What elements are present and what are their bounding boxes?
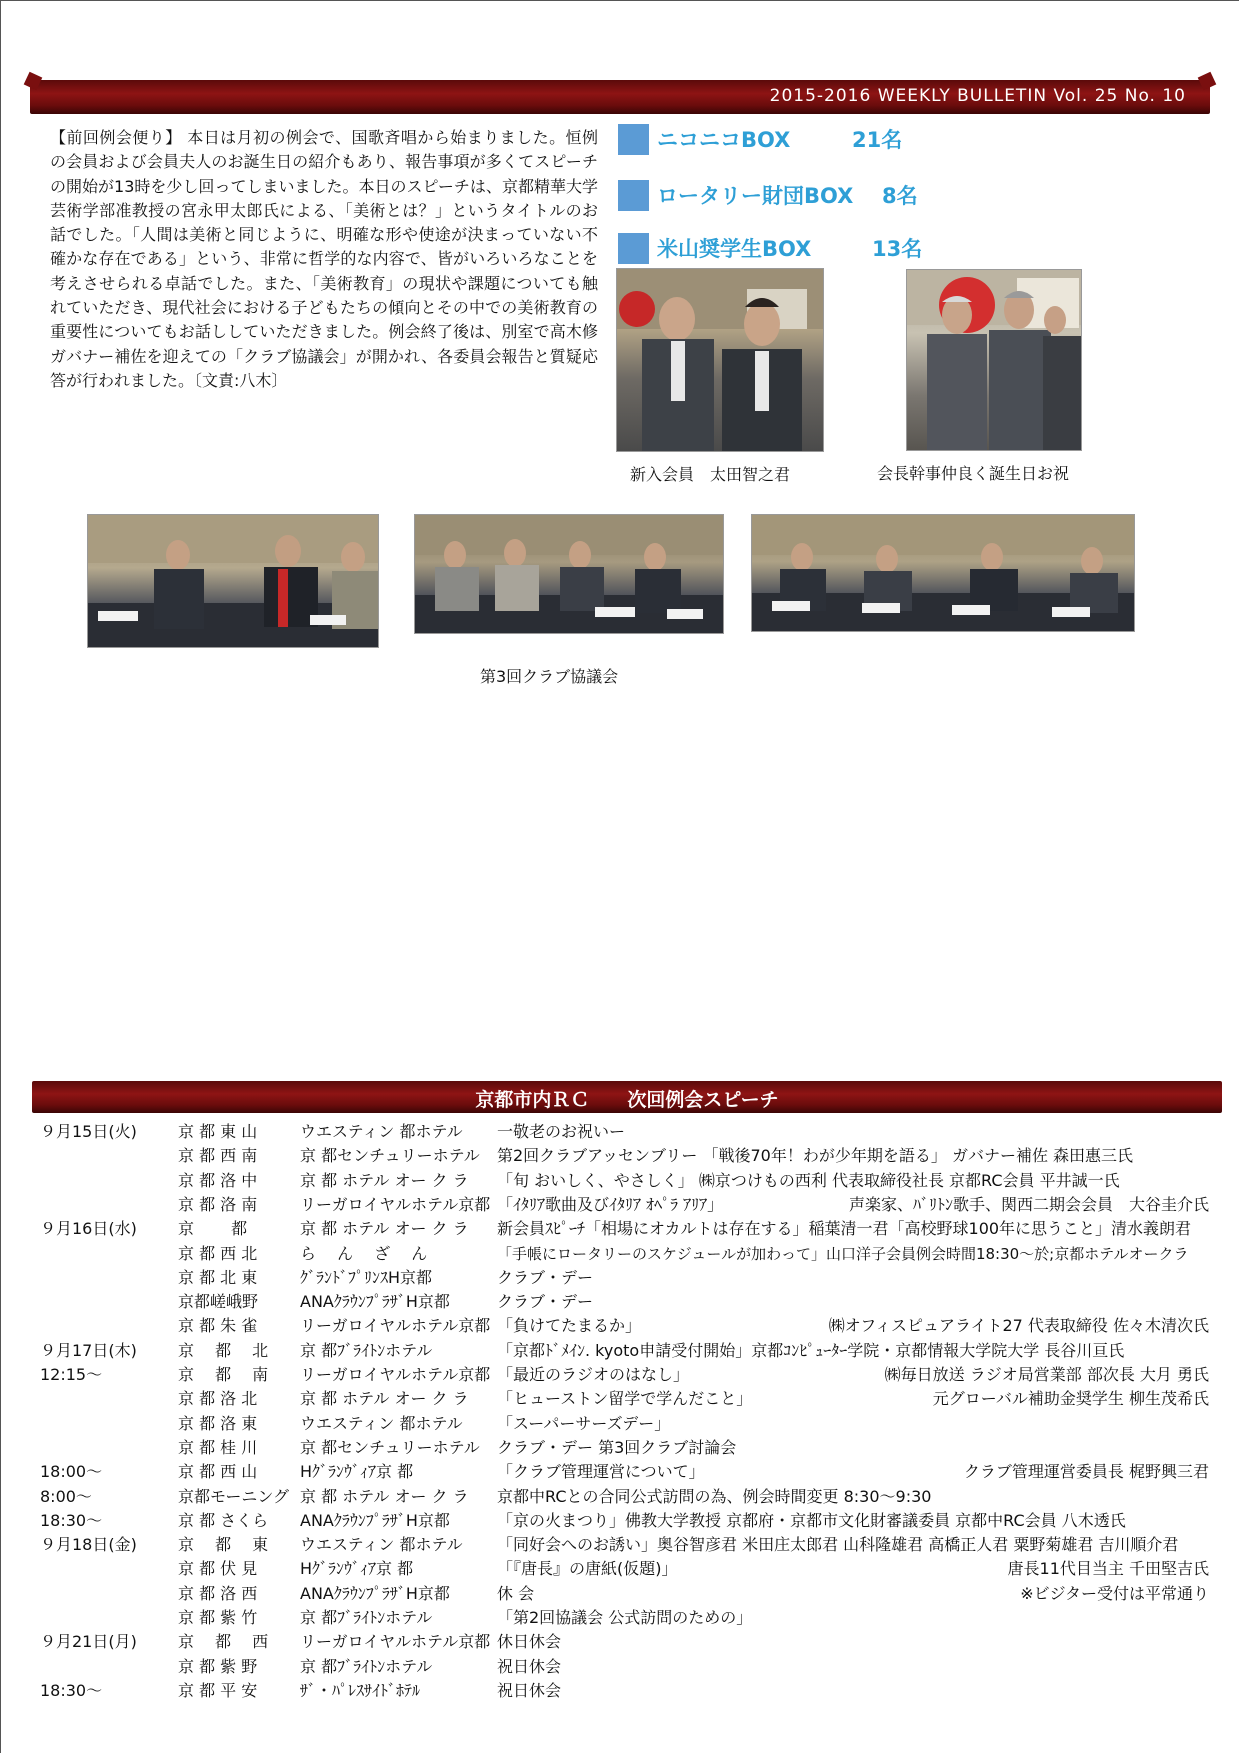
schedule-club: 京 都 西 bbox=[178, 1632, 269, 1652]
council-photo-1 bbox=[87, 514, 379, 648]
schedule-date: ９月18日(金) bbox=[40, 1535, 137, 1555]
schedule-club: 京 都 洛 南 bbox=[178, 1194, 258, 1214]
schedule-venue: ら ん ざ ん bbox=[300, 1243, 428, 1263]
schedule-topic: クラブ・デー bbox=[497, 1267, 594, 1287]
schedule-club: 京 都 桂 川 bbox=[178, 1437, 258, 1457]
schedule-row bbox=[0, 1582, 1240, 1606]
schedule-club: 京 都 bbox=[178, 1219, 248, 1239]
schedule-date: 18:00～ bbox=[40, 1462, 103, 1482]
schedule-venue: 京 都 ホテル オー ク ラ bbox=[300, 1389, 469, 1409]
schedule-venue: リーガロイヤルホテル京都 bbox=[300, 1365, 491, 1384]
schedule-row bbox=[0, 1120, 1240, 1144]
schedule-club: 京 都 洛 西 bbox=[178, 1583, 258, 1603]
schedule-topic: 祝日休会 bbox=[497, 1680, 562, 1700]
schedule-topic: 「第2回協議会 公式訪問のための」 bbox=[497, 1608, 753, 1627]
schedule-venue: リーガロイヤルホテル京都 bbox=[300, 1632, 491, 1652]
schedule-venue: ウエスティン 都ホテル bbox=[300, 1122, 463, 1141]
schedule-venue: 京 都センチュリーホテル bbox=[300, 1146, 480, 1166]
schedule-topic: 「旬 おいしく、やさしく」 ㈱京つけもの西利 代表取締役社長 京都RC会員 平井誠一氏 bbox=[497, 1170, 1120, 1190]
schedule-topic: 京都中RCとの合同公式訪問の為、例会時間変更 8:30～9:30 bbox=[497, 1486, 932, 1506]
schedule-venue: ｸﾞﾗﾝﾄﾞﾌﾟﾘﾝｽH京都 bbox=[300, 1267, 433, 1287]
schedule-date: ９月16日(水) bbox=[40, 1219, 137, 1239]
schedule-speaker: ㈱オフィスピュアライト27 代表取締役 佐々木清次氏 bbox=[828, 1316, 1209, 1336]
schedule-topic: 「ヒューストン留学で学んだこと」 bbox=[497, 1389, 753, 1409]
schedule-club: 京都嵯峨野 bbox=[178, 1292, 259, 1312]
schedule-venue: 京 都ﾌﾞﾗｲﾄﾝホテル bbox=[300, 1656, 433, 1676]
schedule-date: ９月21日(月) bbox=[40, 1632, 137, 1652]
schedule-title: 京都市内ＲＣ 次回例会スピーチ bbox=[475, 1089, 779, 1111]
schedule-venue: ANAｸﾗｳﾝﾌﾟﾗｻﾞH京都 bbox=[300, 1292, 450, 1312]
schedule-row bbox=[0, 1509, 1240, 1533]
schedule-venue: リーガロイヤルホテル京都 bbox=[300, 1316, 491, 1336]
schedule-row bbox=[0, 1533, 1240, 1557]
schedule-row bbox=[0, 1339, 1240, 1363]
schedule-speaker: 声楽家、ﾊﾞﾘﾄﾝ歌手、関西二期会会員 大谷圭介氏 bbox=[848, 1194, 1209, 1214]
box-square-icon bbox=[618, 180, 649, 211]
schedule-topic: 休日休会 bbox=[497, 1632, 562, 1652]
schedule-club: 京 都 西 北 bbox=[178, 1243, 258, 1263]
box-row-rotary-foundation bbox=[618, 178, 918, 212]
schedule-topic: 休 会 bbox=[497, 1583, 535, 1603]
meeting-report: 【前回例会便り】 本日は月初の例会で、国歌斉唱から始まりました。恒例の会員および会員夫人のお誕生日の紹介もあり、報告事項が多くてスピーチの開始が13時を少し回ってしまいました。本日のスピーチは、京都精華大学芸術学部准教授の宮永甲太郎氏による、「美術とは？」というタイトルのお話でした。「人間は美術と同じように、明確な形や使途が決まっていない不確かな存在である」という、非常に哲学的な内容で、皆がいろいろなことを考えさせられる卓話でした。また、「美術教育」の現状や課題についても触れていただき、現代社会における子どもたちの傾向とその中での美術教育の重要性についてもお話ししていただきました。例会終了後は、別室で高木修ガバナー補佐を迎えての「クラブ協議会」が開かれ、各委員会報告と質疑応答が行われました。〔文責:八木〕 bbox=[50, 128, 598, 390]
schedule-date: 8:00～ bbox=[40, 1486, 92, 1506]
schedule-venue: ｻﾞ・ﾊﾟﾚｽｻｲﾄﾞﾎﾃﾙ bbox=[300, 1680, 421, 1700]
schedule-club: 京都モーニング bbox=[178, 1486, 290, 1506]
schedule-row bbox=[0, 1193, 1240, 1217]
schedule-row bbox=[0, 1169, 1240, 1193]
schedule-speaker: クラブ管理運営委員長 梶野興三君 bbox=[963, 1462, 1209, 1482]
schedule-row bbox=[0, 1363, 1240, 1387]
schedule-venue: Hｸﾞﾗﾝｳﾞｨｱ京 都 bbox=[300, 1462, 414, 1482]
schedule-venue: ANAｸﾗｳﾝﾌﾟﾗｻﾞH京都 bbox=[300, 1583, 450, 1603]
schedule-venue: ウエスティン 都ホテル bbox=[300, 1535, 463, 1555]
schedule-date: 18:30～ bbox=[40, 1510, 103, 1530]
box-square-icon bbox=[618, 233, 649, 264]
schedule-venue: 京 都 ホテル オー ク ラ bbox=[300, 1170, 469, 1190]
schedule-row bbox=[0, 1266, 1240, 1290]
schedule-club: 京 都 北 東 bbox=[178, 1267, 258, 1287]
schedule-venue: 京 都ﾌﾞﾗｲﾄﾝホテル bbox=[300, 1340, 433, 1360]
council-photo-2 bbox=[414, 514, 724, 634]
schedule-club: 京 都 さくら bbox=[178, 1510, 269, 1530]
header-banner bbox=[30, 80, 1210, 114]
schedule-date: ９月17日(木) bbox=[40, 1340, 137, 1360]
schedule-topic: 「『唐長』の唐紙(仮題)」 bbox=[497, 1559, 678, 1579]
schedule-venue: 京 都センチュリーホテル bbox=[300, 1437, 480, 1457]
schedule-club: 京 都 東 山 bbox=[178, 1122, 258, 1141]
schedule-row bbox=[0, 1630, 1240, 1654]
schedule-row bbox=[0, 1485, 1240, 1509]
schedule-row bbox=[0, 1387, 1240, 1411]
schedule-date: 12:15～ bbox=[40, 1365, 103, 1384]
schedule-row bbox=[0, 1144, 1240, 1168]
schedule-venue: 京 都 ホテル オー ク ラ bbox=[300, 1486, 469, 1506]
birthday-caption: 会長幹事仲良く誕生日お祝 bbox=[877, 464, 1070, 483]
council-photo-3 bbox=[751, 514, 1135, 632]
new-member-caption: 新入会員 太田智之君 bbox=[630, 465, 791, 484]
schedule-date: ９月15日(火) bbox=[40, 1122, 137, 1141]
schedule-topic: クラブ・デー bbox=[497, 1292, 594, 1312]
schedule-topic: 第2回クラブアッセンブリー 「戦後70年！わが少年期を語る」 ガバナー補佐 森田惠三氏 bbox=[497, 1146, 1134, 1166]
schedule-club: 京 都 東 bbox=[178, 1535, 269, 1555]
schedule-club: 京 都 紫 竹 bbox=[178, 1608, 258, 1627]
schedule-club: 京 都 洛 東 bbox=[178, 1413, 258, 1433]
schedule-club: 京 都 朱 雀 bbox=[178, 1316, 258, 1336]
schedule-topic: 「ｲﾀﾘｱ歌曲及びｲﾀﾘｱ ｵﾍﾟﾗ ｱﾘｱ」 bbox=[497, 1194, 724, 1214]
schedule-venue: Hｸﾞﾗﾝｳﾞｨｱ京 都 bbox=[300, 1559, 414, 1579]
schedule-row bbox=[0, 1217, 1240, 1241]
schedule-topic: クラブ・デー 第3回クラブ討論会 bbox=[497, 1437, 737, 1457]
schedule-topic: 「クラブ管理運営について」 bbox=[497, 1462, 705, 1482]
box-label: 米山奨学生BOX bbox=[657, 237, 812, 261]
schedule-club: 京 都 紫 野 bbox=[178, 1656, 258, 1676]
schedule-topic: 「京都ﾄﾞﾒｲﾝ. kyoto申請受付開始」京都ｺﾝﾋﾟｭｰﾀｰ学院・京都情報大学院大学 長谷川亘氏 bbox=[497, 1340, 1125, 1360]
schedule-row bbox=[0, 1242, 1240, 1266]
schedule-topic: 「最近のラジオのはなし」 bbox=[497, 1365, 690, 1384]
schedule-club: 京 都 南 bbox=[178, 1365, 269, 1384]
box-square-icon bbox=[618, 124, 649, 155]
schedule-row bbox=[0, 1460, 1240, 1484]
schedule-venue: ウエスティン 都ホテル bbox=[300, 1413, 463, 1433]
schedule-club: 京 都 伏 見 bbox=[178, 1559, 258, 1579]
schedule-topic: 「京の火まつり」佛教大学教授 京都府・京都市文化財審議委員 京都中RC会員 八木透氏 bbox=[497, 1510, 1126, 1530]
schedule-row bbox=[0, 1436, 1240, 1460]
schedule-topic: 祝日休会 bbox=[497, 1656, 562, 1676]
birthday-photo bbox=[906, 269, 1082, 451]
schedule-club: 京 都 洛 中 bbox=[178, 1170, 258, 1190]
schedule-venue: 京 都ﾌﾞﾗｲﾄﾝホテル bbox=[300, 1608, 433, 1627]
schedule-row bbox=[0, 1655, 1240, 1679]
schedule-topic: 新会員ｽﾋﾟｰﾁ「相場にオカルトは存在する」稲葉清一君「高校野球100年に思うこと」清水義朗君 bbox=[497, 1219, 1192, 1239]
box-label: ニコニコBOX bbox=[657, 128, 791, 152]
schedule-speaker: ㈱毎日放送 ラジオ局営業部 部次長 大月 勇氏 bbox=[884, 1365, 1209, 1384]
schedule-club: 京 都 北 bbox=[178, 1340, 269, 1360]
schedule-date: 18:30～ bbox=[40, 1680, 103, 1700]
schedule-topic: 「負けてたまるか」 bbox=[497, 1316, 642, 1336]
council-caption: 第3回クラブ協議会 bbox=[480, 667, 619, 686]
schedule-topic: 「同好会へのお誘い」奥谷智彦君 米田庄太郎君 山科隆雄君 高橋正人君 粟野菊雄君 吉川順介君 bbox=[497, 1535, 1179, 1555]
schedule-row bbox=[0, 1606, 1240, 1630]
schedule-row bbox=[0, 1412, 1240, 1436]
schedule-topic: 「手帳にロータリーのスケジュールが加わって」山口洋子会員例会時間18:30～於;京都ホテルオークラ bbox=[497, 1244, 1189, 1263]
schedule-club: 京 都 西 山 bbox=[178, 1462, 258, 1482]
schedule-topic: 一敬老のお祝いー bbox=[497, 1122, 626, 1141]
schedule-banner bbox=[32, 1081, 1222, 1113]
schedule-row bbox=[0, 1290, 1240, 1314]
schedule-speaker: 唐長11代目当主 千田堅吉氏 bbox=[1007, 1559, 1209, 1579]
schedule-venue: 京 都 ホテル オー ク ラ bbox=[300, 1219, 469, 1239]
schedule-row bbox=[0, 1679, 1240, 1703]
box-count: 21名 bbox=[852, 128, 903, 152]
box-row-nikoniko bbox=[618, 122, 903, 156]
box-count: 8名 bbox=[882, 184, 918, 208]
box-label: ロータリー財団BOX bbox=[657, 184, 854, 208]
schedule-speaker: 元グローバル補助金奨学生 柳生茂希氏 bbox=[932, 1389, 1209, 1409]
schedule-topic: 「スーパーサーズデー」 bbox=[497, 1413, 671, 1433]
schedule-club: 京 都 西 南 bbox=[178, 1146, 258, 1166]
schedule-speaker: ※ビジター受付は平常通り bbox=[1020, 1583, 1209, 1603]
schedule-club: 京 都 平 安 bbox=[178, 1680, 258, 1700]
new-member-photo bbox=[616, 268, 824, 452]
box-row-yoneyama bbox=[618, 231, 923, 265]
schedule-club: 京 都 洛 北 bbox=[178, 1389, 258, 1409]
schedule-venue: ANAｸﾗｳﾝﾌﾟﾗｻﾞH京都 bbox=[300, 1510, 450, 1530]
schedule-venue: リーガロイヤルホテル京都 bbox=[300, 1194, 491, 1214]
box-count: 13名 bbox=[872, 237, 923, 261]
bulletin-title: 2015-2016 WEEKLY BULLETIN Vol. 25 No. 10 bbox=[769, 86, 1186, 106]
schedule-row bbox=[0, 1557, 1240, 1581]
schedule-row bbox=[0, 1314, 1240, 1338]
